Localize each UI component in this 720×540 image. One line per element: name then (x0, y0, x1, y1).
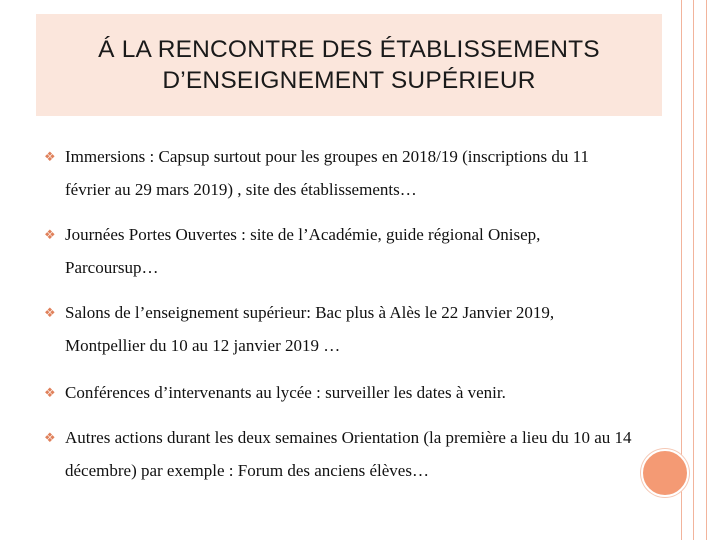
slide-title: Á LA RENCONTRE DES ÉTABLISSEMENTS D’ENSEIGNEMENT SUPÉRIEUR (98, 36, 600, 94)
diamond-bullet-icon: ❖ (44, 430, 56, 445)
list-item (44, 376, 634, 409)
bullet-text: Autres actions durant les deux semaines Orientation (la première a lieu du 10 au 14 décembre) par exemple : Forum des anciens élèves… (65, 428, 632, 480)
list-item (44, 218, 634, 284)
list-item (44, 296, 634, 362)
bullet-list (44, 140, 634, 487)
diamond-bullet-icon: ❖ (44, 305, 56, 320)
decorative-circle (641, 449, 689, 497)
bullet-text: Salons de l’enseignement supérieur: Bac plus à Alès le 22 Janvier 2019, Montpellier du 10 au 12 janvier 2019 … (65, 303, 555, 355)
decorative-line (693, 0, 694, 540)
diamond-bullet-icon: ❖ (44, 385, 56, 400)
title-box (36, 14, 662, 116)
diamond-bullet-icon: ❖ (44, 149, 56, 164)
diamond-bullet-icon: ❖ (44, 227, 56, 242)
decorative-line (706, 0, 707, 540)
bullet-text: Immersions : Capsup surtout pour les groupes en 2018/19 (inscriptions du 11 février au 29 mars 2019) , site des établissements… (65, 147, 589, 199)
list-item (44, 421, 634, 487)
bullet-text: Conférences d’intervenants au lycée : surveiller les dates à venir. (65, 383, 506, 402)
list-item (44, 140, 634, 206)
bullet-text: Journées Portes Ouvertes : site de l’Académie, guide régional Onisep, Parcoursup… (65, 225, 541, 277)
